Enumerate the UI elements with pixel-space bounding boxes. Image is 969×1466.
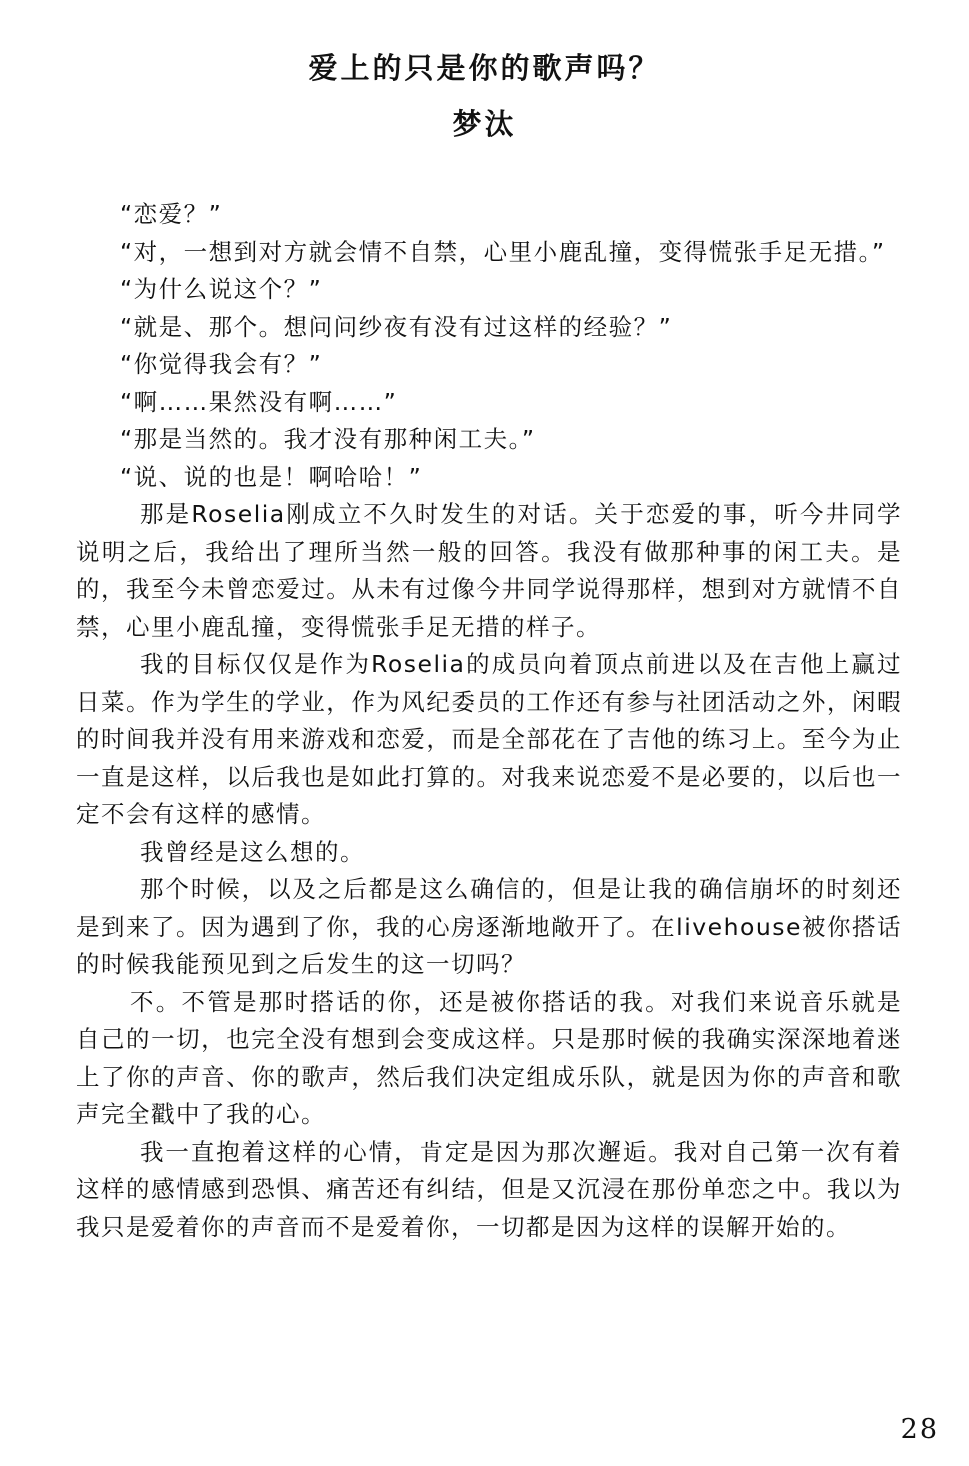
dialogue-line: “那是当然的。我才没有那种闲工夫。” <box>120 425 536 453</box>
narration-paragraph: 不。不管是那时搭话的你，还是被你搭话的我。对我们来说音乐就是自己的一切，也完全没有想到会变成这样。只是那时候的我确实深深地着迷上了你的声音、你的歌声，然后我们决定组成乐队，就是因为你的声音和歌声完全戳中了我的心。 <box>76 987 902 1128</box>
narration-paragraph: 那个时候，以及之后都是这么确信的，但是让我的确信崩坏的时刻还是到来了。因为遇到了你，我的心房逐渐地敞开了。在livehouse被你搭话的时候我能预见到之后发生的这一切吗？ <box>76 875 902 978</box>
page-number: 28 <box>900 1414 939 1445</box>
narration-paragraph: 那是Roselia刚成立不久时发生的对话。关于恋爱的事，听今井同学说明之后，我给出了理所当然一般的回答。我没有做那种事的闲工夫。是的，我至今未曾恋爱过。从未有过像今井同学说得那样，想到对方就情不自禁，心里小鹿乱撞，变得慌张手足无措的样子。 <box>76 500 902 641</box>
dialogue-line: “恋爱？” <box>120 200 223 228</box>
story-body <box>76 196 902 1246</box>
dialogue-line: “啊……果然没有啊……” <box>120 387 398 416</box>
dialogue-line: “你觉得我会有？” <box>120 350 323 378</box>
narration-paragraph: 我曾经是这么想的。 <box>140 837 365 866</box>
dialogue-line: “就是、那个。想问问纱夜有没有过这样的经验？” <box>120 312 673 341</box>
author-name: 梦汰 <box>452 107 517 141</box>
narration-paragraph: 我一直抱着这样的心情，肯定是因为那次邂逅。我对自己第一次有着这样的感情感到恐惧、痛苦还有纠结，但是又沉浸在那份单恋之中。我以为我只是爱着你的声音而不是爱着你，一切都是因为这样的误解开始的。 <box>76 1137 902 1241</box>
narration-paragraph: 我的目标仅仅是作为Roselia的成员向着顶点前进以及在吉他上赢过日菜。作为学生的学业，作为风纪委员的工作还有参与社团活动之外，闲暇的时间我并没有用来游戏和恋爱，而是全部花在了吉他的练习上。至今为止一直是这样，以后我也是如此打算的。对我来说恋爱不是必要的，以后也一定不会有这样的感情。 <box>76 650 902 828</box>
dialogue-line: “说、说的也是！啊哈哈！” <box>120 462 423 491</box>
story-title: 爱上的只是你的歌声吗？ <box>308 51 661 85</box>
dialogue-line: “为什么说这个？” <box>120 275 323 303</box>
dialogue-line: “对，一想到对方就会情不自禁，心里小鹿乱撞，变得慌张手足无措。” <box>120 237 886 266</box>
